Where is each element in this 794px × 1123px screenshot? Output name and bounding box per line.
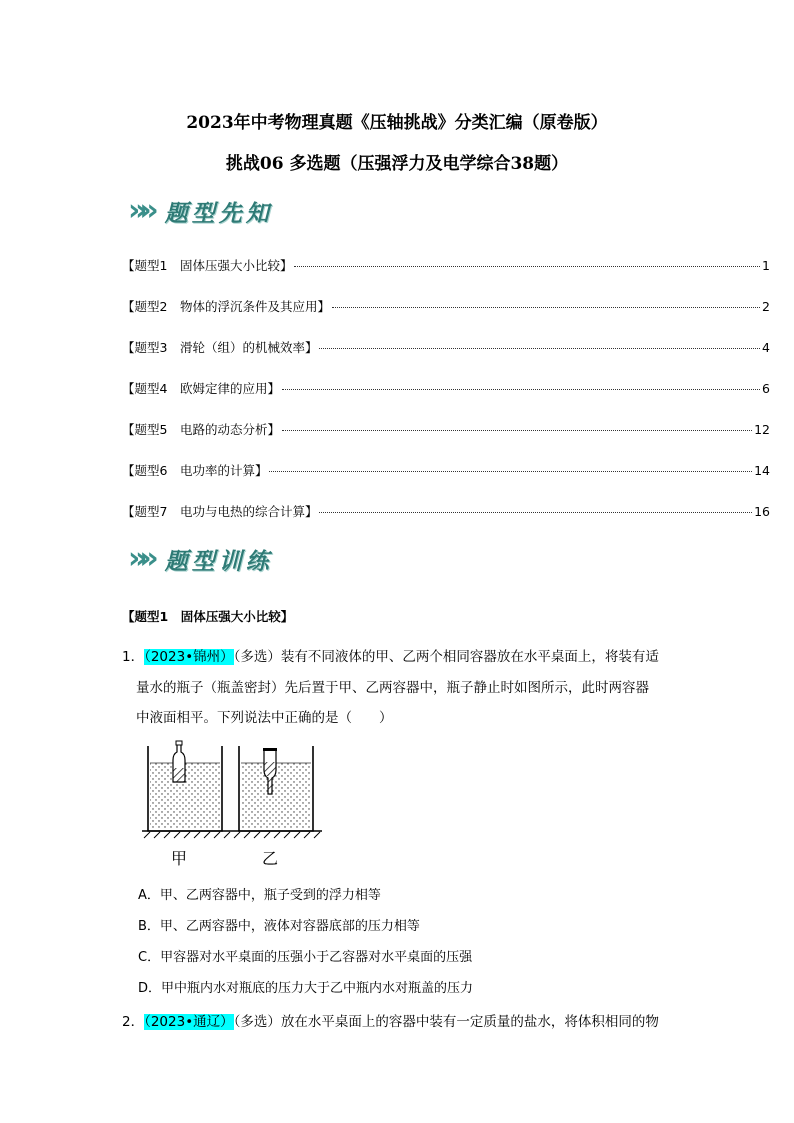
toc-entry-label: 【题型4 欧姆定律的应用】	[122, 381, 280, 396]
question-number: 1．	[122, 649, 145, 665]
figure-label-jia: 甲	[171, 849, 188, 868]
toc-entry-page: 4	[762, 340, 770, 355]
question-1-line-2: 量水的瓶子（瓶盖密封）先后置于甲、乙两容器中，瓶子静止时如图所示，此时两容器	[136, 680, 649, 696]
double-chevron-icon: »»	[128, 193, 151, 228]
toc-entry-page: 14	[754, 463, 770, 478]
toc-leader-dots	[282, 389, 760, 390]
toc-entry-label: 【题型6 电功率的计算】	[122, 463, 268, 478]
source-tag: （2023•锦州）	[144, 649, 234, 665]
toc-entry[interactable]	[122, 461, 770, 479]
question-1-line-1	[122, 645, 659, 665]
toc-leader-dots	[319, 512, 752, 513]
question-2-line-1	[122, 1010, 659, 1030]
toc-entry-page: 1	[762, 258, 770, 273]
toc-entry[interactable]	[122, 502, 770, 520]
practice-heading-text: 题型训练	[164, 548, 273, 575]
option-d[interactable]: D．甲中瓶内水对瓶底的压力大于乙中瓶内水对瓶盖的压力	[138, 981, 474, 996]
toc-entry-page: 12	[754, 422, 770, 437]
toc-entry-label: 【题型2 物体的浮沉条件及其应用】	[122, 299, 330, 314]
document-subtitle: 挑战06 多选题（压强浮力及电学综合38题）	[225, 154, 569, 174]
container-yi	[239, 746, 313, 831]
toc-leader-dots	[319, 348, 760, 349]
question-text: （多选）装有不同液体的甲、乙两个相同容器放在水平桌面上，将装有适	[233, 649, 659, 665]
containers-figure	[142, 738, 322, 868]
figure-label-yi: 乙	[262, 849, 279, 868]
toc-entry-page: 16	[754, 504, 770, 519]
source-tag: （2023•通辽）	[144, 1014, 234, 1030]
toc-entry[interactable]	[122, 256, 770, 274]
toc-entry-label: 【题型3 滑轮（组）的机械效率】	[122, 340, 318, 355]
toc-entry-label: 【题型5 电路的动态分析】	[122, 422, 280, 437]
toc-entry-page: 2	[762, 299, 770, 314]
question-text: （多选）放在水平桌面上的容器中装有一定质量的盐水，将体积相同的物	[233, 1014, 659, 1030]
container-jia	[148, 741, 222, 831]
toc-leader-dots	[332, 307, 760, 308]
double-chevron-icon: »»	[128, 541, 151, 576]
document-title: 2023年中考物理真题《压轴挑战》分类汇编（原卷版）	[186, 113, 608, 133]
ground-hatching	[144, 832, 320, 838]
toc-leader-dots	[269, 471, 752, 472]
toc-section-heading	[128, 195, 273, 227]
question-number: 2．	[122, 1014, 145, 1030]
toc-entry[interactable]	[122, 338, 770, 356]
practice-section-heading	[128, 543, 273, 575]
toc-entry[interactable]	[122, 297, 770, 315]
toc-entry-label: 【题型7 电功与电热的综合计算】	[122, 504, 318, 519]
toc-leader-dots	[282, 430, 752, 431]
toc-heading-text: 题型先知	[164, 200, 273, 227]
toc-entry[interactable]	[122, 420, 770, 438]
toc-entry[interactable]	[122, 379, 770, 397]
toc-entry-label: 【题型1 固体压强大小比较】	[122, 258, 293, 273]
toc-leader-dots	[294, 266, 760, 267]
question-1-line-3: 中液面相平。下列说法中正确的是（ ）	[136, 710, 393, 726]
toc-entry-page: 6	[762, 381, 770, 396]
option-b[interactable]: B．甲、乙两容器中，液体对容器底部的压力相等	[138, 919, 420, 934]
option-c[interactable]: C．甲容器对水平桌面的压强小于乙容器对水平桌面的压强	[138, 950, 473, 965]
option-a[interactable]: A．甲、乙两容器中，瓶子受到的浮力相等	[138, 888, 381, 903]
category-heading: 【题型1 固体压强大小比较】	[122, 609, 294, 624]
